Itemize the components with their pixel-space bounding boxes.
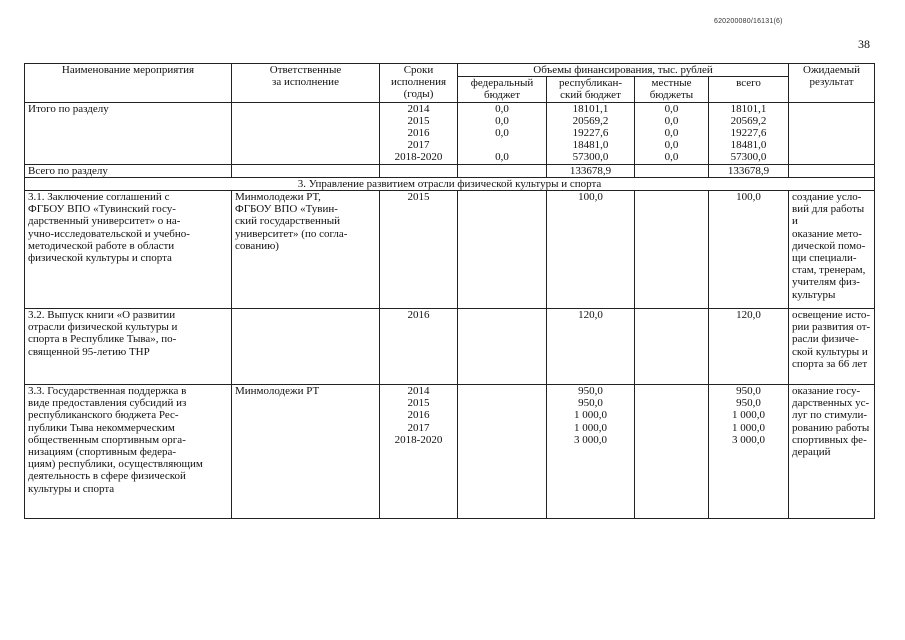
itogo-responsible — [232, 102, 380, 164]
header-total: всего — [709, 77, 789, 102]
document-id: 620200080/16131(6) — [714, 18, 783, 25]
row-republic: 120,0 — [547, 309, 635, 385]
row-local — [635, 309, 709, 385]
funding-table — [24, 63, 875, 519]
row-responsible: Минмолодежи РТ — [232, 385, 380, 519]
row-name: 3.2. Выпуск книги «О развитии отрасли физической культуры и спорта в Республике Тыва», по- священной 95-летию ТНР — [25, 309, 232, 385]
row-republic: 950,0 950,0 1 000,0 1 000,0 3 000,0 — [547, 385, 635, 519]
row-total: 950,0 950,0 1 000,0 1 000,0 3 000,0 — [709, 385, 789, 519]
row-years: 2015 — [380, 191, 458, 309]
header-federal: федеральный бюджет — [458, 77, 547, 102]
header-responsible: Ответственные за исполнение — [232, 64, 380, 103]
table-row-itogo — [25, 102, 875, 164]
header-funding: Объемы финансирования, тыс. рублей — [458, 64, 789, 77]
header-republic: республикан- ский бюджет — [547, 77, 635, 102]
table-row-vsego — [25, 164, 875, 177]
itogo-result — [789, 102, 875, 164]
header-local: местные бюджеты — [635, 77, 709, 102]
itogo-years: 2014 2015 2016 2017 2018-2020 — [380, 102, 458, 164]
row-years: 2016 — [380, 309, 458, 385]
row-local — [635, 385, 709, 519]
page-number: 38 — [858, 37, 870, 51]
row-years: 2014 2015 2016 2017 2018-2020 — [380, 385, 458, 519]
row-total: 120,0 — [709, 309, 789, 385]
itogo-total: 18101,1 20569,2 19227,6 18481,0 57300,0 — [709, 102, 789, 164]
itogo-label: Итого по разделу — [25, 102, 232, 164]
section-title: 3. Управление развитием отрасли физической культуры и спорта — [25, 177, 875, 190]
table-row — [25, 191, 875, 309]
row-result: создание усло- вий для работы и оказание мето- дической помо- щи специали- стам, тренерам, учителям физ- культуры — [789, 191, 875, 309]
row-result: освещение исто- рии развития от- расли физиче- ской культуры и спорта за 66 лет — [789, 309, 875, 385]
row-federal — [458, 385, 547, 519]
row-name: 3.3. Государственная поддержка в виде предоставления субсидий из республиканского бюджета Рес- публики Тыва некоммерческим общественным спортивным орга- низациям (спортивным федера- циям) республики, осуществляющим деятельность в сфере физической культуры и спорта — [25, 385, 232, 519]
row-result: оказание госу- дарственных ус- луг по стимули- рованию работы спортивных фе- дераций — [789, 385, 875, 519]
table-row — [25, 385, 875, 519]
itogo-local: 0,0 0,0 0,0 0,0 0,0 — [635, 102, 709, 164]
row-federal — [458, 309, 547, 385]
itogo-federal: 0,0 0,0 0,0 0,0 — [458, 102, 547, 164]
row-local — [635, 191, 709, 309]
table-row — [25, 309, 875, 385]
header-name: Наименование мероприятия — [25, 64, 232, 103]
vsego-republic: 133678,9 — [547, 164, 635, 177]
header-terms: Сроки исполнения (годы) — [380, 64, 458, 103]
table-row-section — [25, 177, 875, 190]
vsego-label: Всего по разделу — [25, 164, 232, 177]
itogo-republic: 18101,1 20569,2 19227,6 18481,0 57300,0 — [547, 102, 635, 164]
row-responsible: Минмолодежи РТ, ФГБОУ ВПО «Тувин- ский государственный университет» (по согла- сованию) — [232, 191, 380, 309]
vsego-total: 133678,9 — [709, 164, 789, 177]
table-header-row-1 — [25, 64, 875, 77]
header-result: Ожидаемый результат — [789, 64, 875, 103]
row-federal — [458, 191, 547, 309]
row-total: 100,0 — [709, 191, 789, 309]
row-name: 3.1. Заключение соглашений с ФГБОУ ВПО «Тувинский госу- дарственный университет» о на- учно-исследовательской и учебно- методической работе в области физической культуры и спорта — [25, 191, 232, 309]
row-responsible — [232, 309, 380, 385]
row-republic: 100,0 — [547, 191, 635, 309]
